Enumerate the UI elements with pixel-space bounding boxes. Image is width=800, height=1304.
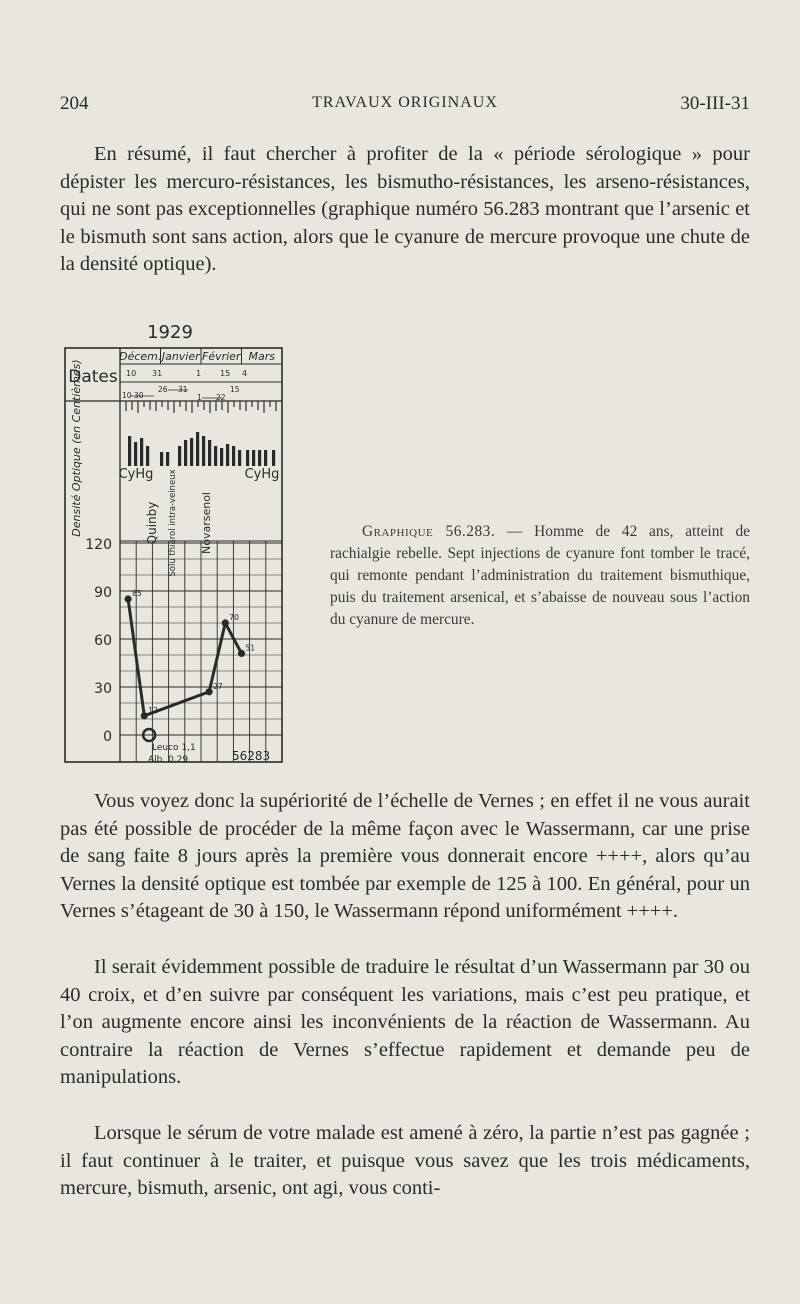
dose-bar — [226, 444, 229, 466]
dose-bar — [202, 436, 205, 466]
dose-bar — [214, 446, 217, 466]
dose-bar — [208, 440, 211, 466]
dose-bar — [128, 436, 131, 466]
data-point — [206, 688, 213, 695]
treatment-label: Solu thiarol intra-veineux — [168, 469, 178, 577]
y-tick-label: 30 — [94, 681, 112, 697]
month-label: Février — [202, 350, 241, 363]
alb-annotation: Alb. 0,29 — [148, 755, 189, 765]
ylabel: Densité Optique (en Centièmes) — [70, 359, 83, 537]
leuco-annotation: Leuco 1,1 — [152, 743, 196, 753]
dose-bar — [272, 450, 275, 466]
running-title: TRAVAUX ORIGINAUX — [312, 94, 498, 111]
dose-bar — [134, 442, 137, 466]
dose-bar — [246, 450, 249, 466]
treatment-label: Quinby — [145, 501, 159, 545]
data-point — [222, 619, 229, 626]
caption-label: Graphique 56.283. — [362, 523, 496, 540]
page-number: 204 — [60, 93, 89, 114]
y-tick-label: 120 — [85, 537, 112, 553]
y-tick-label: 60 — [94, 633, 112, 649]
day-label: 15 — [220, 369, 231, 378]
running-header — [60, 93, 750, 123]
y-tick-label: 0 — [103, 729, 112, 745]
day-label: 1 — [196, 369, 202, 378]
dose-bar — [196, 432, 199, 466]
dose-bar — [252, 450, 255, 466]
interval-label: 10 — [122, 391, 132, 400]
treatment-label: Novarsenol — [200, 492, 213, 554]
caption-text: — Homme de 42 ans, atteint de rachialgie rebelle. Sept injections de cyanure font tomber le tracé, qui remonte pendant l’administration du traitement bismuthique, puis du traitement arsenical, et s’abaisse de nouveau sous l’action du cyanure de mercure. — [330, 523, 750, 628]
month-label: Décem. — [119, 350, 162, 363]
interval-label: 31 — [178, 385, 188, 394]
dose-bar — [146, 446, 149, 466]
running-date: 30-III-31 — [680, 93, 750, 114]
data-label: 85 — [132, 589, 142, 598]
interval-label: 26 — [158, 385, 168, 394]
data-label: 27 — [213, 681, 223, 691]
dose-bar — [220, 448, 223, 466]
dose-bar — [160, 452, 163, 466]
dose-bar — [238, 450, 241, 466]
dates-label: Dates — [68, 367, 118, 387]
paragraph-vernes-superiority: Vous voyez donc la supériorité de l’échelle de Vernes ; en effet il ne vous aurait pas été possible de procéder de la même façon avec le Wassermann, car une prise de sang faite 8 jours après la première vous donnerait encore ++++, alors qu’au Vernes la densité optique est tombée par exemple de 125 à 100. En général, pour un Vernes s’étageant de 30 à 150, le Wassermann répond uniformément ++++. — [60, 790, 750, 923]
y-tick-label: 90 — [94, 585, 112, 601]
dose-bar — [166, 452, 169, 466]
data-point — [125, 595, 132, 602]
interval-label: 30 — [134, 391, 144, 400]
day-label: 4 — [242, 369, 248, 378]
figure-caption — [330, 521, 750, 631]
interval-label: 15 — [230, 385, 240, 394]
day-label: 10 — [126, 369, 137, 378]
data-point — [238, 650, 245, 657]
dose-bar — [232, 446, 235, 466]
dose-bar — [184, 440, 187, 466]
interval-label: 22 — [216, 393, 226, 402]
interval-label: 1 — [197, 393, 202, 402]
data-label: 51 — [245, 643, 256, 653]
paragraph-serum-zero: Lorsque le sérum de votre malade est amené à zéro, la partie n’est pas gagnée ; il faut continuer à le traiter, et puisque vous savez que les trois médicaments, mercure, bismuth, arsenic, ont agi, vous conti- — [60, 1122, 750, 1200]
day-label: 31 — [152, 369, 163, 378]
chart-year: 1929 — [147, 322, 193, 343]
graph-56283 — [60, 318, 300, 770]
dose-bar — [264, 450, 267, 466]
treatment-label: CyHg — [118, 467, 154, 482]
paragraph-summary: En résumé, il faut chercher à profiter de la « période sérologique » pour dépister les mercuro-résistances, les bismutho-résistances, les arseno-résistances, qui ne sont pas exceptionnelles (graphique numéro 56.283 montrant que l’arsenic et le bismuth sont sans action, alors que le cyanure de mercure provoque une chute de la densité optique). — [60, 143, 750, 276]
dose-bar — [178, 446, 181, 466]
chart-id: 56283 — [232, 749, 271, 763]
month-label: Janvier — [161, 350, 200, 363]
chart-svg — [60, 318, 300, 770]
dose-bar — [190, 438, 193, 466]
paragraph-wassermann-crosses: Il serait évidemment possible de traduire le résultat d’un Wassermann par 30 ou 40 croix, et d’en suivre par conséquent les variations, mais c’est peu pratique, et l’on augmente encore ainsi les inconvénients de la réaction de Wassermann. Au contraire la réaction de Vernes s’effectue rapidement et demande peu de manipulations. — [60, 956, 750, 1089]
data-label: 12 — [148, 705, 158, 715]
dose-bar — [140, 438, 143, 466]
treatment-label: CyHg — [244, 467, 280, 482]
month-label: Mars — [248, 350, 275, 363]
data-label: 70 — [229, 613, 239, 622]
dose-bar — [258, 450, 261, 466]
data-point — [141, 712, 148, 719]
